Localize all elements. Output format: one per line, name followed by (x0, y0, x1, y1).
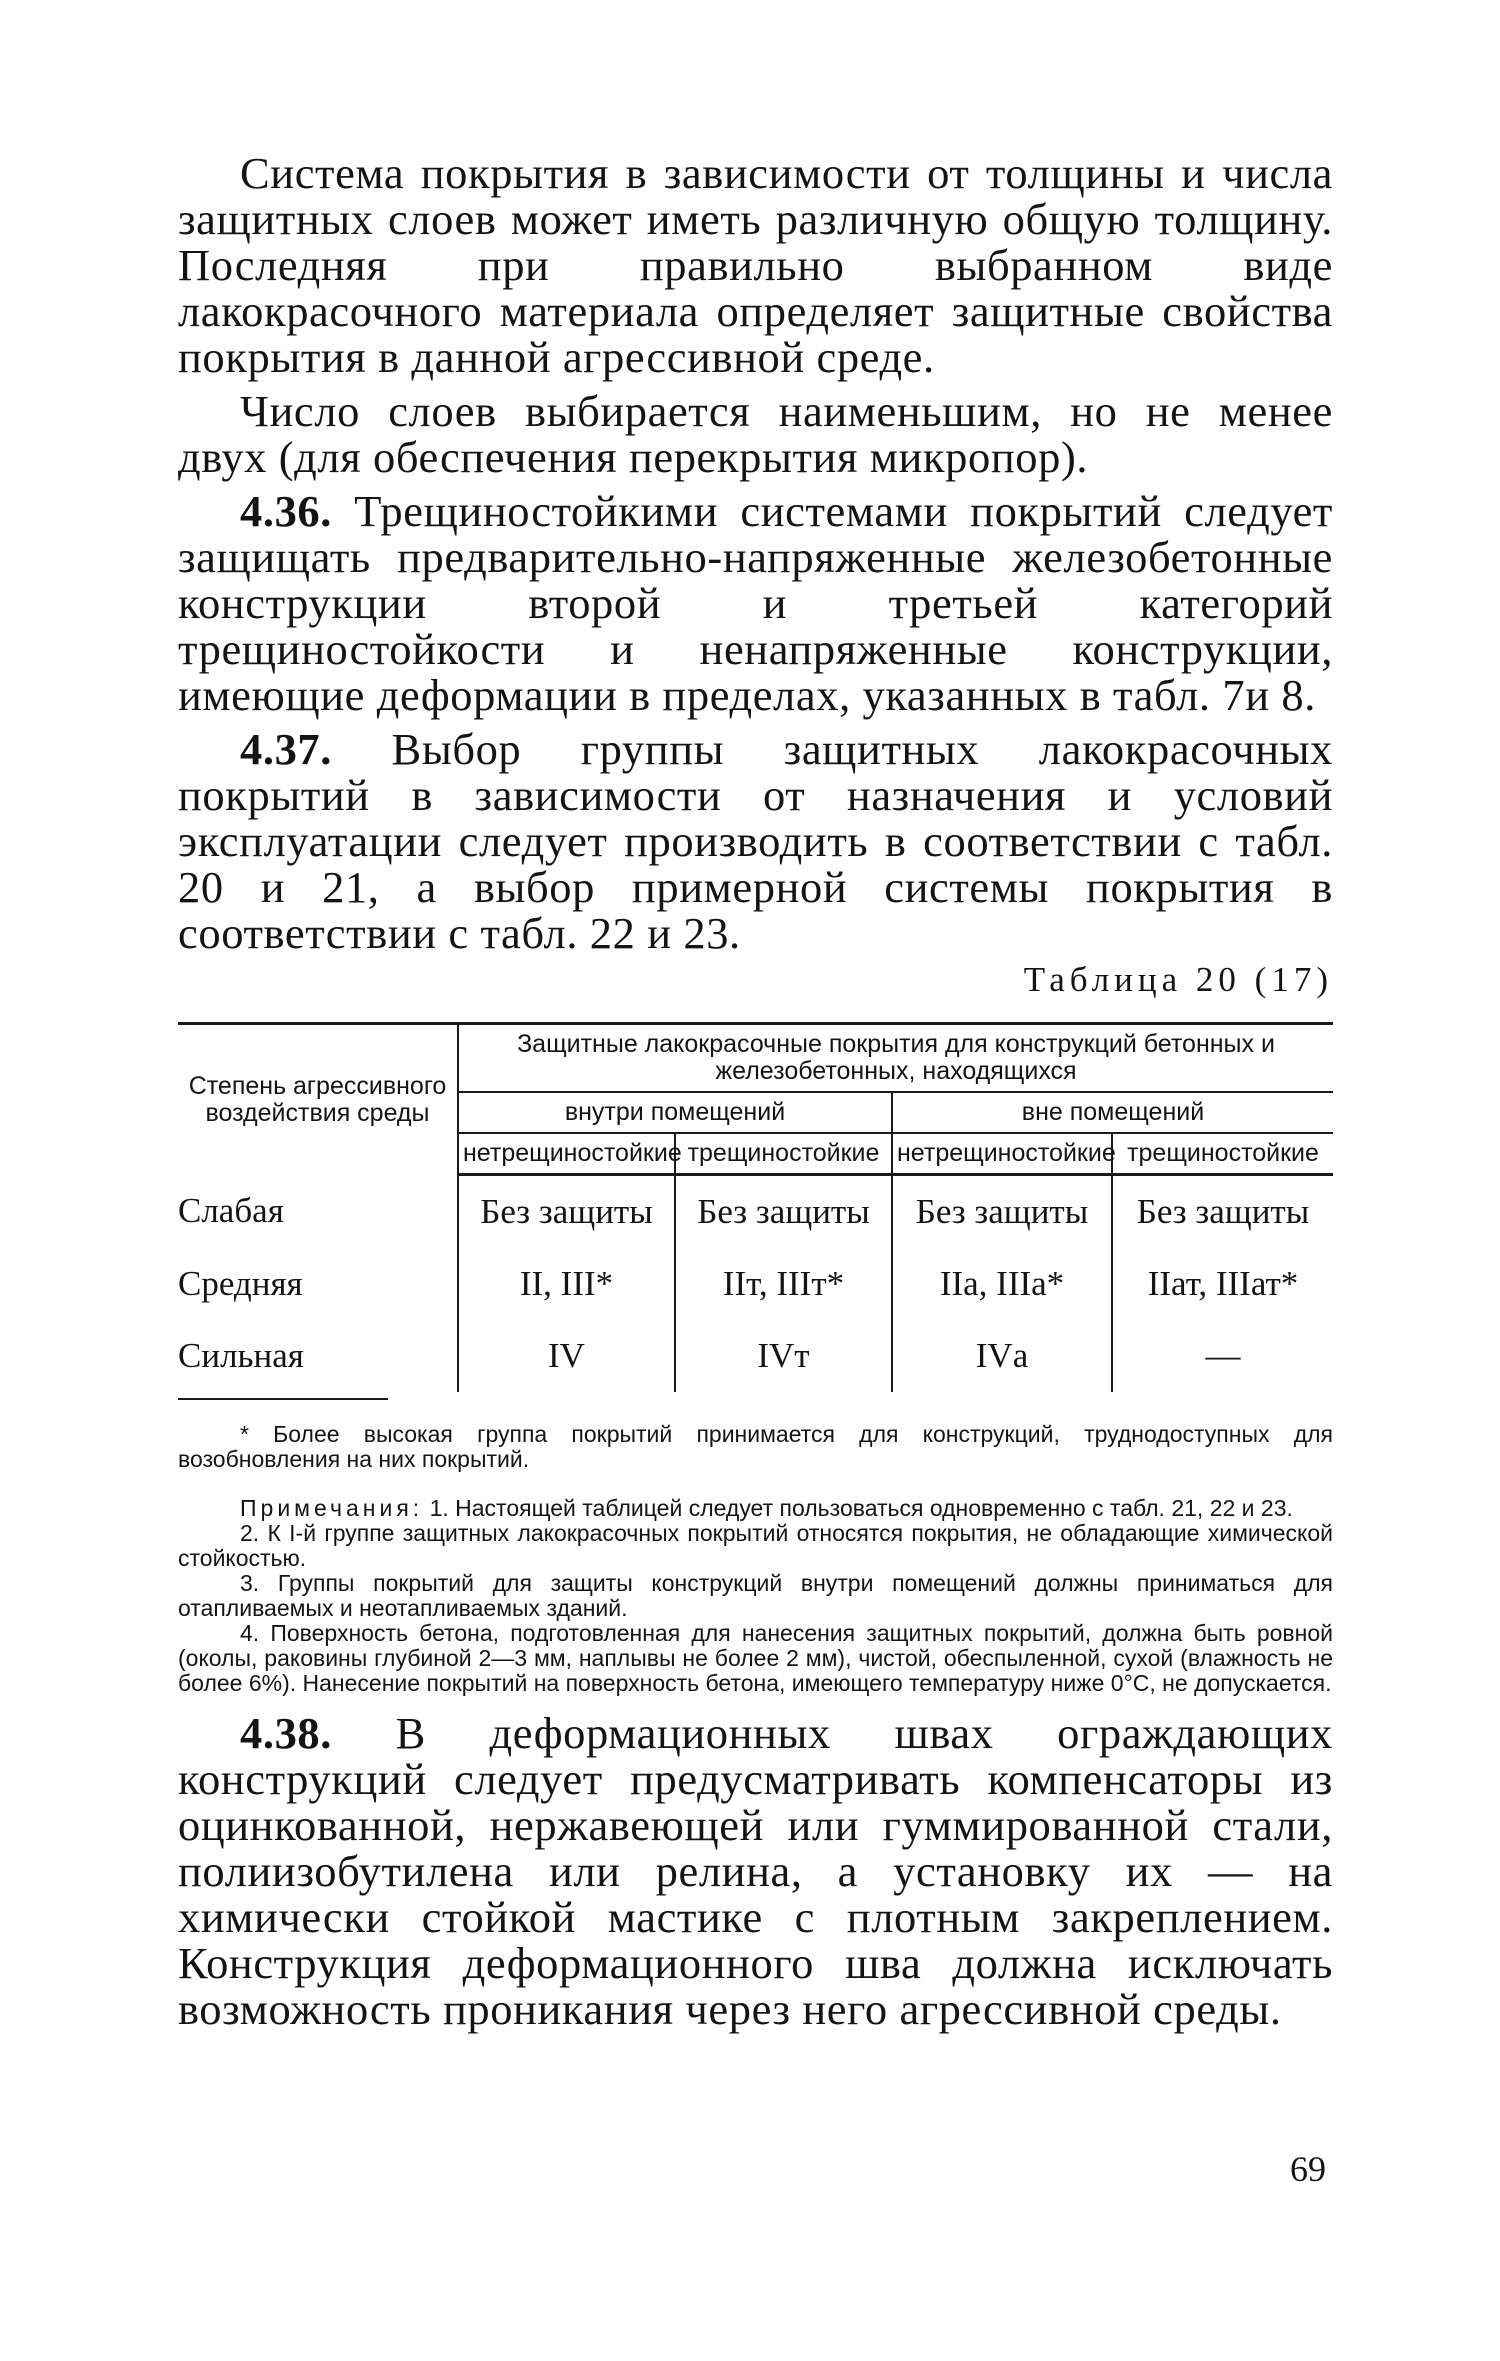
header-grade: Степень агрессивного воздействия среды (178, 1024, 458, 1175)
paragraph-2: Число слоев выбирается наименьшим, но не менее двух (для обеспечения перекрытия микропор). (178, 386, 1333, 482)
clause-text: В деформационных швах ограждающих конструкций следует предусматривать компенсаторы из оцинкованной, нержавеющей или гуммированной стали, полиизобутилена или релина, а установку их — на химически стойкой мастике с плотным закреплением. Конструкция деформационного шва должна исключать возможность проникания через него агрессивной среды. (178, 1708, 1333, 2034)
table-row (178, 1175, 1333, 1249)
clause-number: 4.36. (240, 486, 332, 536)
paragraph-4-36 (178, 488, 1333, 718)
coatings-table (178, 1022, 1333, 1392)
table-end-rule (178, 1398, 388, 1400)
note-2: 2. К I-й группе защитных лакокрасочных покрытий относятся покрытия, не обладающие химической стойкостью. (178, 1520, 1333, 1571)
table-cell: IIа, IIIа* (892, 1248, 1112, 1320)
clause-text: Трещиностойкими системами покрытий следует защищать предварительно-напряженные железобетонные конструкции второй и третьей категорий трещиностойкости и ненапряженные конструкции, имеющие деформации в пределах, указанных в табл. 7и 8. (178, 486, 1333, 720)
table-cell: IVа (892, 1320, 1112, 1392)
note-3: 3. Группы покрытий для защиты конструкций внутри помещений должны приниматься для отапливаемых и неотапливаемых зданий. (178, 1570, 1333, 1621)
clause-text: Выбор группы защитных лакокрасочных покрытий в зависимости от назначения и условий эксплуатации следует производить в соответствии с табл. 20 и 21, а выбор примерной системы покрытия в соответствии с табл. 22 и 23. (178, 724, 1333, 958)
clause-number: 4.37. (240, 724, 332, 774)
row-grade: Сильная (178, 1336, 304, 1375)
table-cell: IV (458, 1320, 675, 1392)
table-row (178, 1320, 1333, 1392)
table-cell: Без защиты (675, 1175, 892, 1249)
header-inside: внутри помещений (458, 1092, 892, 1133)
notes-label: Примечания: (240, 1495, 424, 1521)
table-footnote: * Более высокая группа покрытий принимается для конструкций, труднодоступных для возобновления на них покрытий. (178, 1421, 1333, 1472)
paragraph-1: Система покрытия в зависимости от толщины и числа защитных слоев может иметь различную общую толщину. Последняя при правильно выбранном виде лакокрасочного материала определяет защитные свойства покрытия в данной агрессивной среде. (178, 148, 1333, 382)
header-main: Защитные лакокрасочные покрытия для конструкций бетонных и железобетонных, находящихся (458, 1024, 1333, 1093)
paragraph-4-38 (178, 1710, 1333, 2032)
note-1 (178, 1496, 1333, 1521)
header-outside: вне помещений (892, 1092, 1333, 1133)
table-cell: II, III* (458, 1248, 675, 1320)
table-cell: IIат, IIIат* (1112, 1248, 1333, 1320)
table-row (178, 1248, 1333, 1320)
row-grade: Слабая (178, 1191, 284, 1231)
table-cell: IVт (675, 1320, 892, 1392)
table-notes (178, 1496, 1333, 1696)
table-cell: Без защиты (1112, 1175, 1333, 1249)
subheader-crack-inside: трещиностойкие (675, 1133, 892, 1175)
clause-number: 4.38. (240, 1708, 332, 1758)
subheader-non-crack-inside: нетрещиностойкие (458, 1133, 675, 1175)
table-cell: Без защиты (892, 1175, 1112, 1249)
table-cell: — (1112, 1320, 1333, 1392)
table-cell: Без защиты (458, 1175, 675, 1249)
table-cell: IIт, IIIт* (675, 1248, 892, 1320)
table-caption: Таблица 20 (17) (1023, 960, 1333, 999)
page-number: 69 (1290, 2149, 1326, 2189)
note-4: 4. Поверхность бетона, подготовленная для нанесения защитных покрытий, должна быть ровной (околы, раковины глубиной 2—3 мм, наплывы не более 2 мм), чистой, обеспыленной, сухой (влажность не более 6%). Нанесение покрытий на поверхность бетона, имеющего температуру ниже 0°С, не допускается. (178, 1620, 1333, 1696)
note-text: 1. Настоящей таблицей следует пользоваться одновременно с табл. 21, 22 и 23. (429, 1495, 1293, 1521)
subheader-crack-outside: трещиностойкие (1112, 1133, 1333, 1175)
subheader-non-crack-outside: нетрещиностойкие (892, 1133, 1112, 1175)
page-content (178, 150, 1333, 2032)
row-grade: Средняя (178, 1264, 303, 1303)
paragraph-4-37 (178, 726, 1333, 956)
